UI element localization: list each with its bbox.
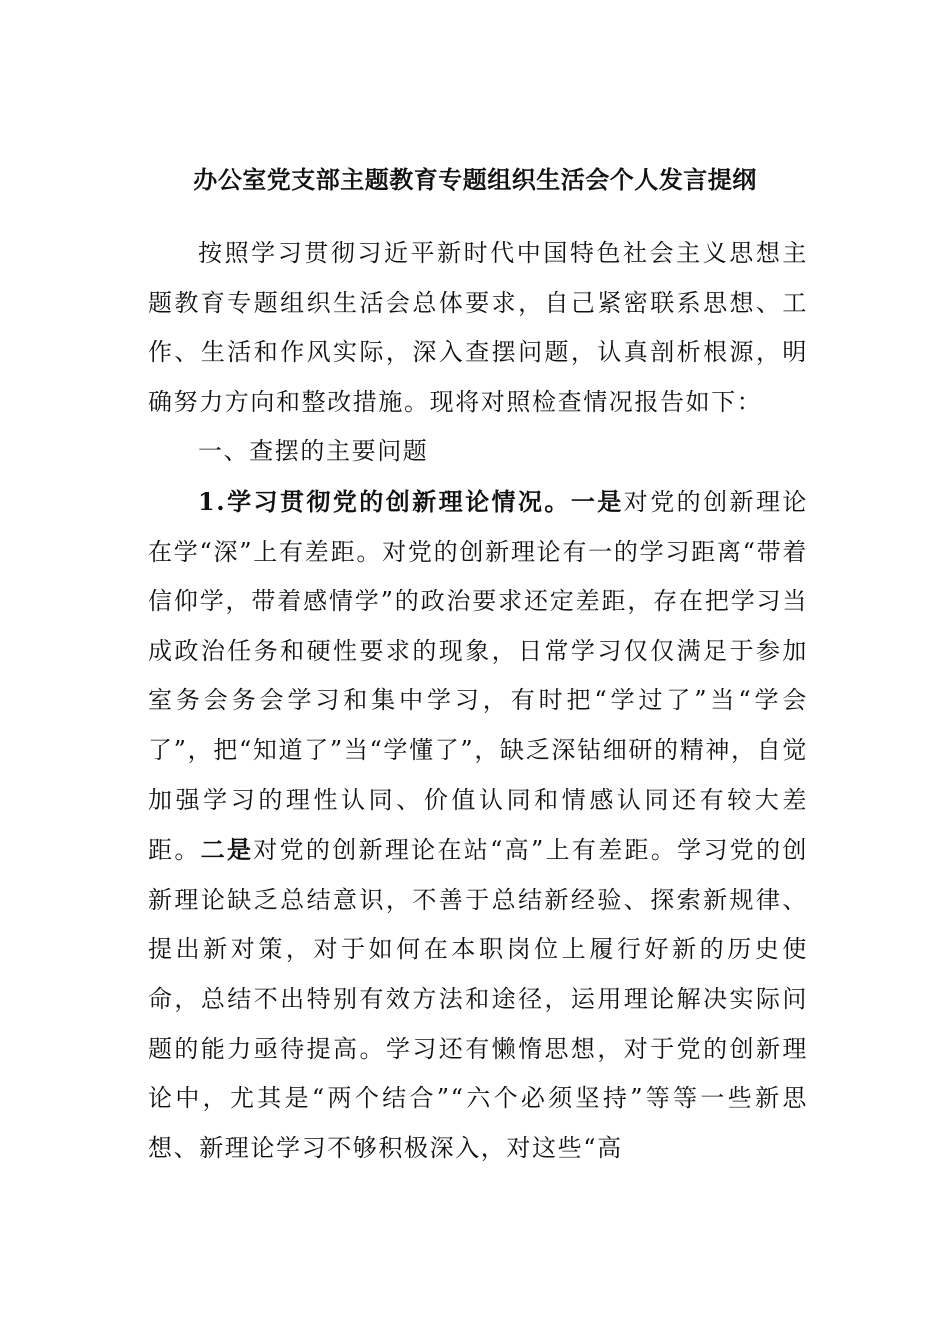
item-text-2: 对党的创新理论在站“高”上有差距。学习党的创新理论缺乏总结意识，不善于总结新经验、探索新规律、提出新对策，对于如何在本职岗位上履行好新的历史使命，总结不出特别有效方法和途径，运用理论解决实际问题的能力亟待提高。学习还有懒惰思想，对于党的创新理论中，尤其是“两个结合”“六个必须坚持”等等一些新思想、新理论学习不够积极深入，对这些“高 [148, 836, 809, 1162]
item-text-1: 对党的创新理论在学“深”上有差距。对党的创新理论有一的学习距离“带着信仰学，带着感情学”的政治要求还定差距，存在把学习当成政治任务和硬性要求的现象，日常学习仅仅满足于参加室务会务会学习和集中学习，有时把“学过了”当“学会了”，把“知道了”当“学懂了”，缺乏深钻细研的精神，自觉加强学习的理性认同、价值认同和情感认同还有较大差距。 [148, 487, 809, 865]
item-paragraph [148, 477, 808, 1173]
document-title: 办公室党支部主题教育专题组织生活会个人发言提纲 [193, 165, 757, 194]
item-marker-2: 二是 [200, 835, 254, 865]
item-marker-1: 一是 [570, 486, 624, 516]
intro-paragraph: 按照学习贯彻习近平新时代中国特色社会主义思想主题教育专题组织生活会总体要求，自己紧密联系思想、工作、生活和作风实际，深入查摆问题，认真剖析根源，明确努力方向和整改措施。现将对照检查情况报告如下： [148, 239, 808, 416]
document-body [148, 229, 808, 1173]
section-heading: 一、查摆的主要问题 [198, 437, 429, 466]
item-lead: 1.学习贯彻党的创新理论情况。 [198, 486, 571, 516]
